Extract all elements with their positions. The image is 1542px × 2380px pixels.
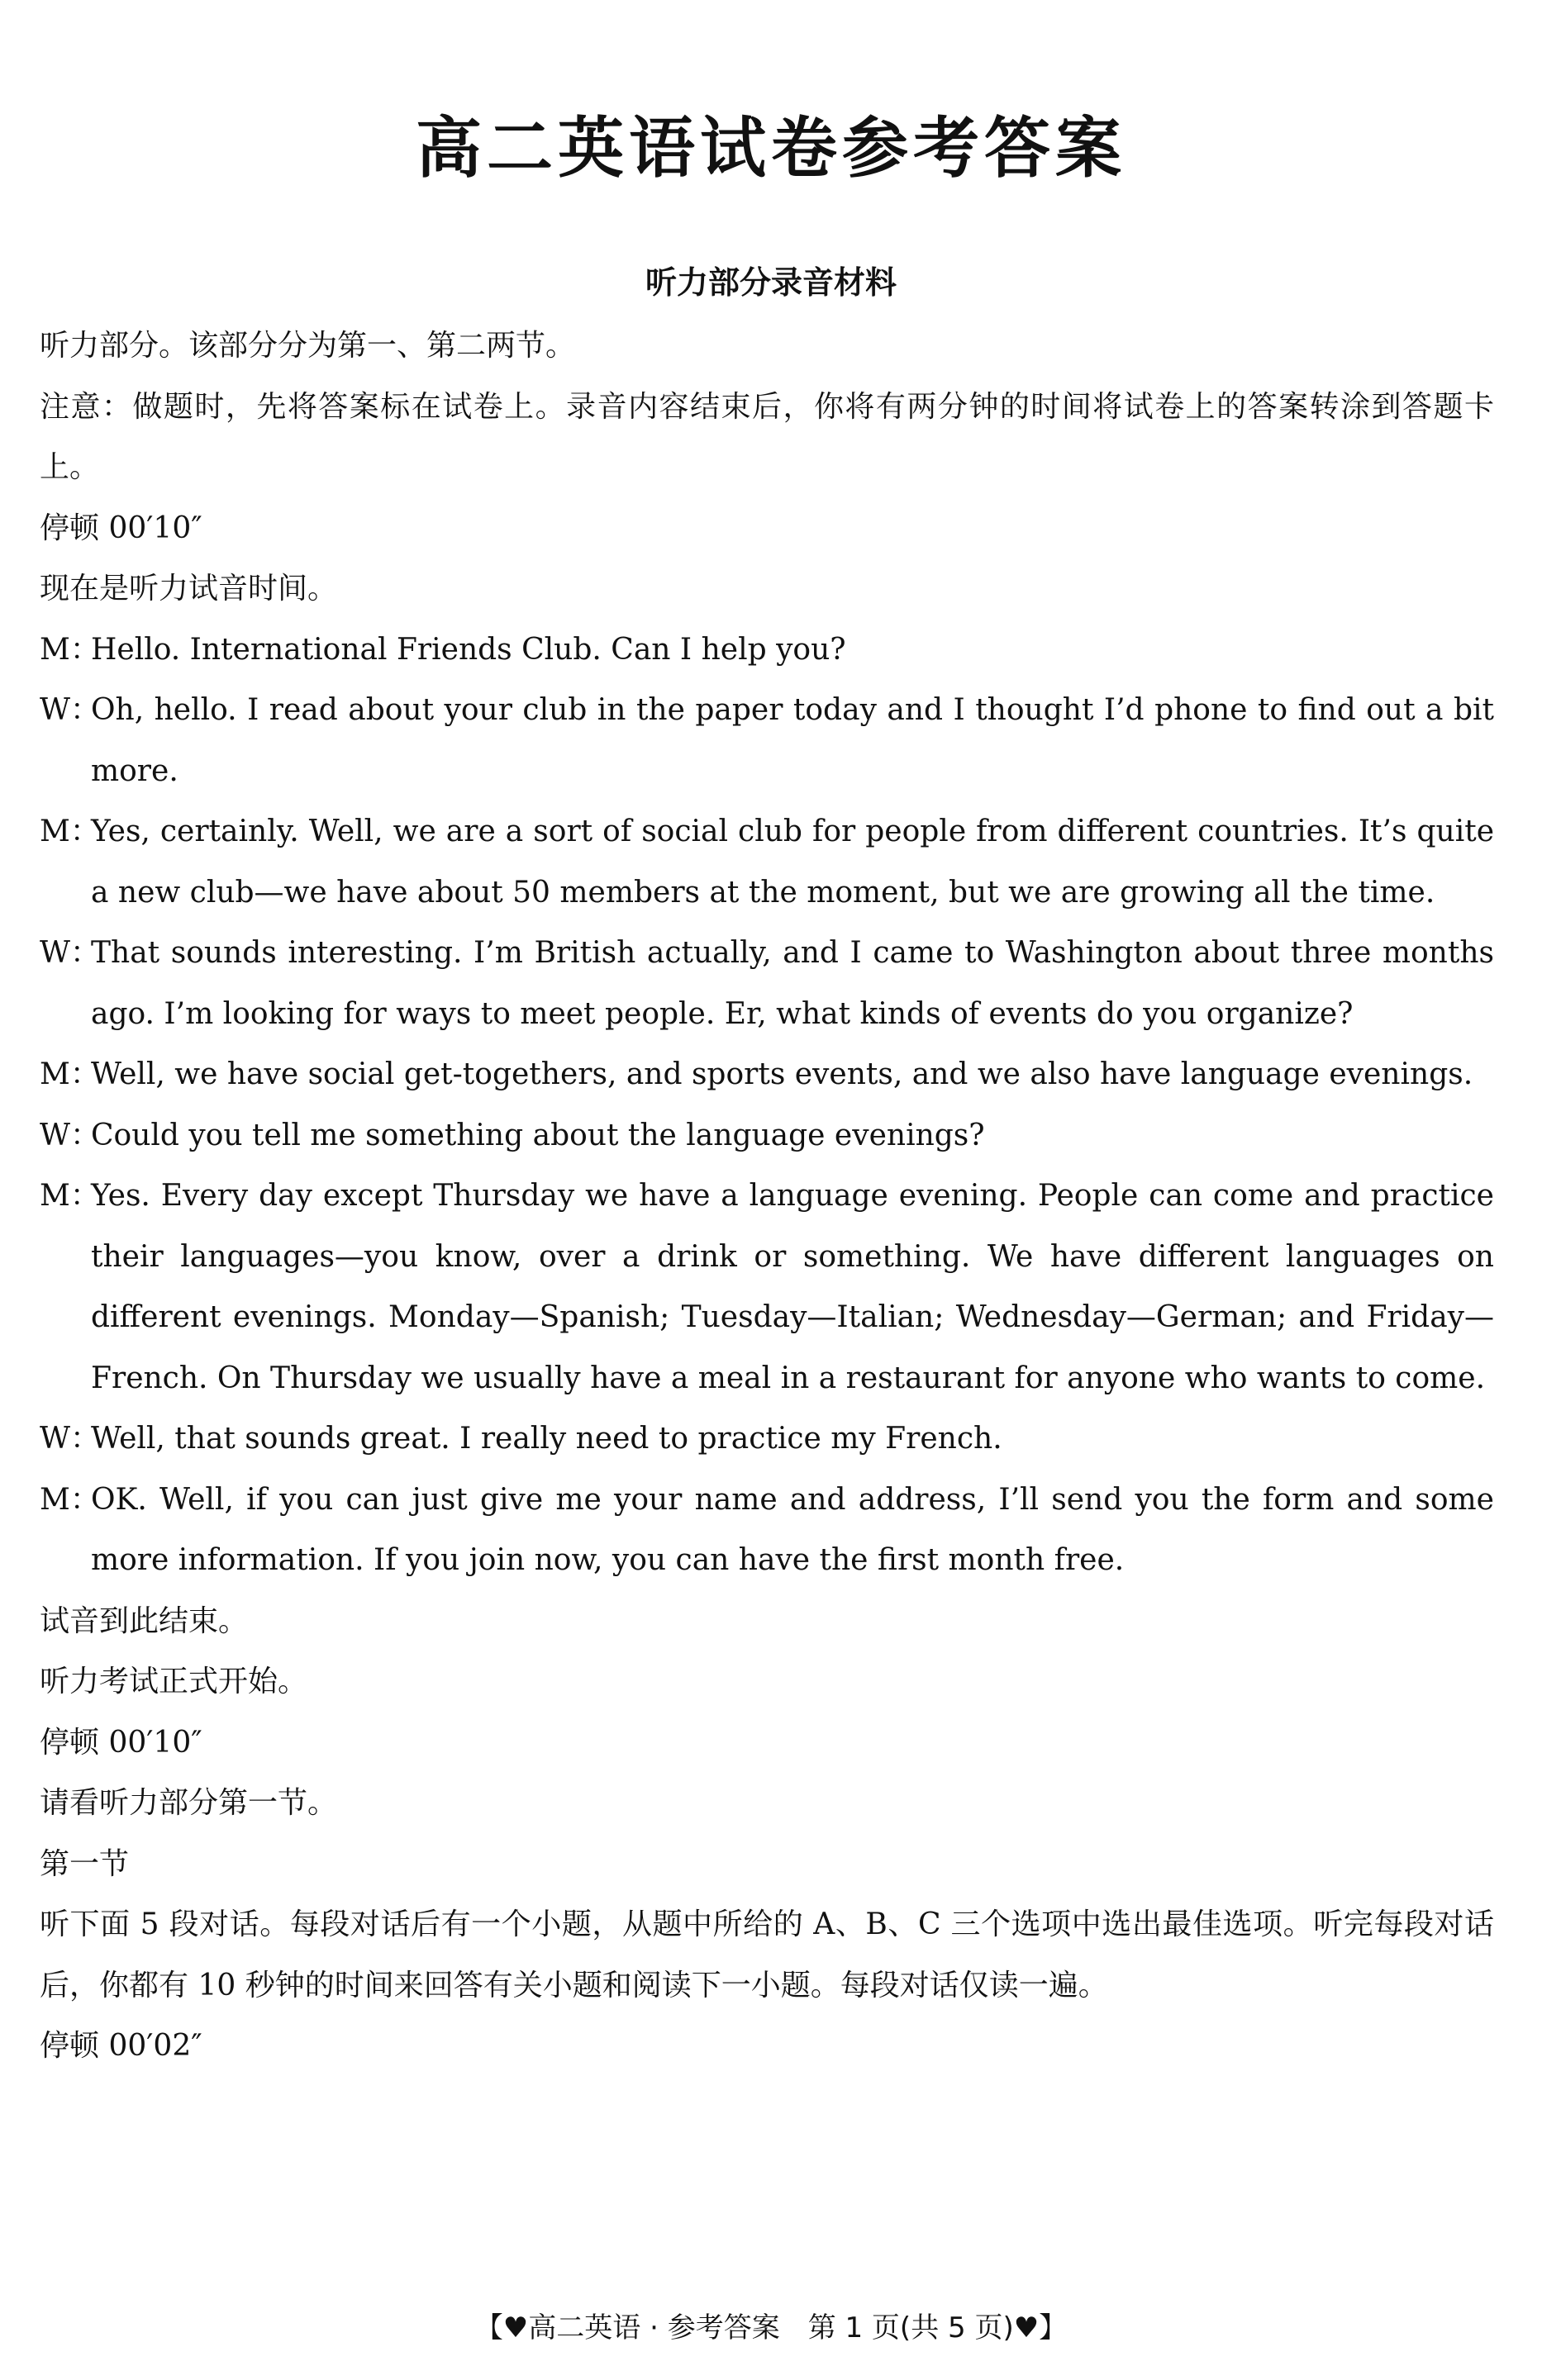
- dialogue-line: [40, 620, 1494, 681]
- dialogue-text: Well, that sounds great. I really need to practice my French.: [91, 1422, 1002, 1456]
- dialogue-text: OK. Well, if you can just give me your name and address, I’ll send you the form and some more information. If you join now, you can have the first month free.: [91, 1482, 1494, 1577]
- speaker-label: W：: [40, 936, 101, 970]
- footer-label: 高二英语 · 参考答案 第 1 页(共 5 页): [528, 2311, 1014, 2344]
- document-body: [40, 316, 1494, 2077]
- dialogue-text: Could you tell me something about the language evenings?: [91, 1118, 985, 1152]
- notice-paragraph: 注意：做题时，先将答案标在试卷上。录音内容结束后，你将有两分钟的时间将试卷上的答案转涂到答题卡上。: [40, 389, 1494, 484]
- pause-note: 停顿 00′02″: [40, 2029, 202, 2063]
- section-heading: 第一节: [40, 1846, 130, 1881]
- trial-start-note: 现在是听力试音时间。: [40, 572, 338, 606]
- dialogue-line: [40, 1166, 1494, 1409]
- section-prompt: 请看听力部分第一节。: [40, 1786, 338, 1820]
- dialogue-text: Yes, certainly. Well, we are a sort of social club for people from different countries. It’s quite a new club—we have about 50 members at the moment, but we are growing all the time.: [91, 815, 1494, 910]
- dialogue-line: [40, 923, 1494, 1044]
- page-footer: [0, 2305, 1542, 2351]
- exam-start-note: 听力考试正式开始。: [40, 1665, 308, 1698]
- speaker-label: M：: [40, 1057, 100, 1091]
- dialogue-text: Yes. Every day except Thursday we have a language evening. People can come and practice their languages—you know, over a drink or something. We have different languages on different evenings. Monday—Spanish; Tuesday—Italian; Wednesday—German; and Friday—French. On Thursday we usually have a meal in a restaurant for anyone who wants to come.: [91, 1179, 1494, 1395]
- dialogue-line: [40, 1470, 1494, 1591]
- footer-bracket-left: 【: [474, 2311, 503, 2344]
- dialogue-line: [40, 1044, 1494, 1105]
- page-subtitle: 听力部分录音材料: [645, 264, 897, 301]
- footer-bracket-right: 】: [1039, 2311, 1068, 2344]
- trial-end-note: 试音到此结束。: [40, 1603, 249, 1638]
- intro-paragraph: 听力部分。该部分分为第一、第二两节。: [40, 329, 576, 363]
- page-title: 高二英语试卷参考答案: [416, 110, 1126, 187]
- dialogue-line: [40, 1409, 1494, 1470]
- speaker-label: M：: [40, 632, 100, 667]
- dialogue-text: Well, we have social get-togethers, and sports events, and we also have language evenings.: [91, 1057, 1473, 1091]
- dialogue-text: That sounds interesting. I’m British actually, and I came to Washington about three months ago. I’m looking for ways to meet people. Er, what kinds of events do you organize?: [91, 936, 1494, 1031]
- dialogue-text: Oh, hello. I read about your club in the paper today and I thought I’d phone to find out a bit more.: [91, 693, 1494, 788]
- speaker-label: M：: [40, 1482, 100, 1517]
- pause-note: 停顿 00′10″: [40, 1725, 202, 1760]
- dialogue-line: [40, 1105, 1494, 1166]
- instructions-paragraph: 听下面 5 段对话。每段对话后有一个小题，从题中所给的 A、B、C 三个选项中选出最佳选项。听完每段对话后，你都有 10 秒钟的时间来回答有关小题和阅读下一小题。每段对话仅读一遍。: [40, 1907, 1494, 2002]
- speaker-label: W：: [40, 693, 101, 727]
- dialogue-text: Hello. International Friends Club. Can I help you?: [91, 632, 846, 667]
- speaker-label: M：: [40, 815, 100, 848]
- speaker-label: W：: [40, 1118, 101, 1152]
- dialogue-line: [40, 801, 1494, 923]
- pause-note: 停顿 00′10″: [40, 511, 202, 545]
- speaker-label: W：: [40, 1422, 101, 1456]
- dialogue-line: [40, 680, 1494, 801]
- speaker-label: M：: [40, 1179, 100, 1213]
- heart-icon: ♥: [1013, 2311, 1040, 2344]
- heart-icon: ♥: [502, 2311, 529, 2344]
